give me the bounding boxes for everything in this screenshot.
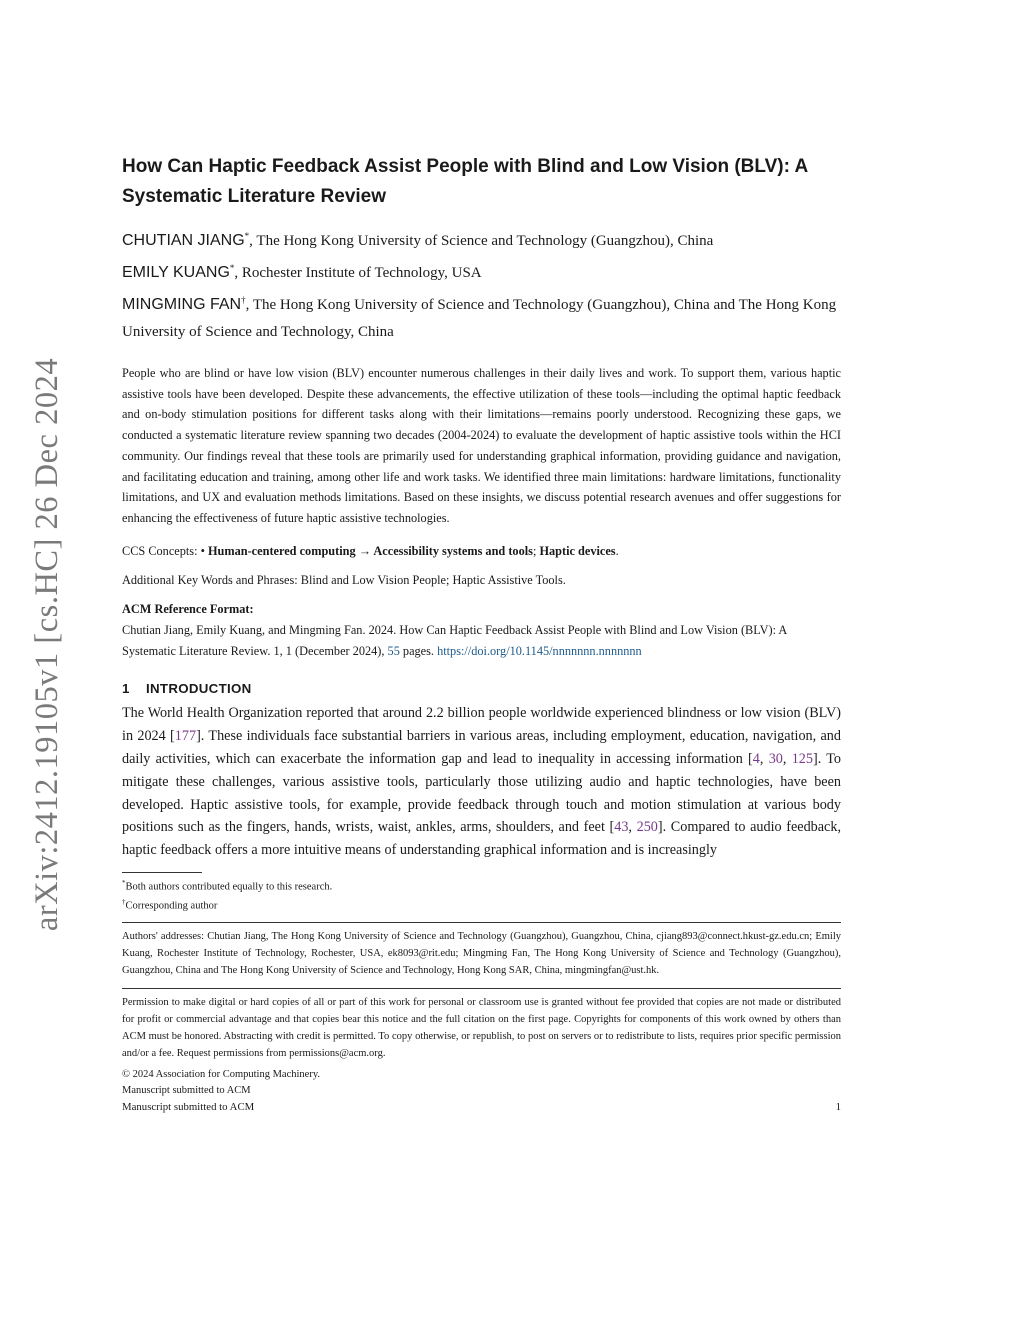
intro-text-4: ]. Compared to audio feedback, haptic feedback offers a more intuitive means of understanding graphical information and is increasingly: [122, 819, 841, 859]
footnote-1: [122, 876, 841, 895]
author-3-mark: †: [241, 295, 246, 305]
author-2: [122, 255, 841, 287]
ccs-concepts: [122, 541, 841, 562]
footnote-2-mark: †: [122, 897, 126, 906]
author-3-affiliation: , The Hong Kong University of Science and Technology (Guangzhou), China and The Hong Kong University of Science and Technology, China: [122, 297, 837, 340]
arxiv-sidebar-stamp: [26, 348, 70, 940]
footnote-2-text: Corresponding author: [125, 900, 218, 912]
author-3: [122, 287, 841, 346]
ccs-arrow: →: [355, 543, 374, 558]
acm-reference-text: Chutian Jiang, Emily Kuang, and Mingming Fan. 2024. How Can Haptic Feedback Assist People with Blind and Low Vision (BLV): A Systematic Literature Review. 1, 1 (December 2024),: [122, 623, 787, 658]
author-addresses: Authors' addresses: Chutian Jiang, The Hong Kong University of Science and Technology (Guangzhou), Guangzhou, China, cjiang893@connect.hkust-gz.edu.cn; Emily Kuang, Rochester Institute of Technology, Rochester, USA, ek8093@rit.edu; Mingming Fan, The Hong Kong University of Science and Technology (Guangzhou), Guangzhou, China and The Hong Kong University of Science and Technology, Hong Kong SAR, China, mingmingfan@ust.hk.: [122, 931, 841, 977]
author-2-affiliation: , Rochester Institute of Technology, USA: [234, 265, 482, 281]
footnote-1-mark: *: [122, 879, 126, 888]
acm-reference-heading: ACM Reference Format:: [122, 602, 254, 617]
citation-link[interactable]: 177: [174, 728, 197, 745]
divider: [122, 988, 841, 989]
ccs-separator: ;: [532, 543, 540, 558]
intro-text-1: The World Health Organization reported that around 2.2 billion people worldwide experienced blindness or low vision (BLV) in 2024 [: [122, 705, 841, 745]
citation-link[interactable]: 250: [636, 819, 658, 836]
author-1-mark: *: [244, 231, 250, 241]
paper-title: How Can Haptic Feedback Assist People with Blind and Low Vision (BLV): A Systematic Literature Review: [122, 156, 808, 207]
section-heading: [122, 681, 841, 696]
intro-text-3: ]. To mitigate these challenges, various assistive tools, particularly those utilizing audio and haptic technologies, have been developed. Haptic assistive tools, for example, provide feedback through touch and motion stimulation at various body positions such as the fingers, hands, wrists, waist, ankles, arms, shoulders, and feet [: [122, 751, 842, 836]
citation-separator: ,: [782, 751, 792, 768]
doi-link[interactable]: https://doi.org/10.1145/nnnnnnn.nnnnnnn: [437, 643, 642, 658]
divider: [122, 922, 841, 923]
pages-link[interactable]: 55: [387, 643, 400, 658]
intro-text-2: ]. These individuals face substantial barriers in various areas, including employment, education, navigation, and daily activities, which can exacerbate the information gap and lead to inequality in accessing information [: [122, 728, 841, 768]
abstract: People who are blind or have low vision (BLV) encounter numerous challenges in their daily lives and work. To support them, various haptic assistive tools have been developed. Despite these advancements, the effective utilization of these tools—including the optimal haptic feedback and on-body stimulation positions for different tasks along with their limitations—remains poorly understood. Recognizing these gaps, we conducted a systematic literature review spanning two decades (2004-2024) to evaluate the development of haptic assistive tools within the HCI community. Our findings reveal that these tools are primarily used for understanding graphical information, providing guidance and navigation, and facilitating education and training, among other life and work tasks. We identified three main limitations: hardware limitations, functionality limitations, and UX and evaluation methods limitations. Based on these insights, we discuss potential research avenues and offer suggestions for enhancing the effectiveness of future haptic assistive technologies.: [122, 366, 841, 525]
author-1-affiliation: , The Hong Kong University of Science and Technology (Guangzhou), China: [249, 233, 714, 249]
citation-link[interactable]: 4: [752, 751, 760, 768]
pages-suffix: pages.: [399, 643, 438, 658]
acm-reference: [122, 620, 841, 661]
copyright-notice: © 2024 Association for Computing Machinery.: [122, 1069, 321, 1081]
footer-label: Manuscript submitted to ACM: [122, 1101, 255, 1113]
author-2-name: EMILY KUANG: [122, 264, 230, 281]
author-1-name: CHUTIAN JIANG: [122, 232, 245, 249]
ccs-concept-2: Accessibility systems and tools: [373, 543, 533, 558]
permission-notice: Permission to make digital or hard copies of all or part of this work for personal or classroom use is granted without fee provided that copies are not made or distributed for profit or commercial advantage and that copies bear this notice and the full citation on the first page. Copyrights for components of this work owned by others than ACM must be honored. Abstracting with credit is permitted. To copy otherwise, or republish, to post on servers or to redistribute to lists, requires prior specific permission and/or a fee. Request permissions from permissions@acm.org.: [122, 997, 841, 1060]
ccs-concept-3: Haptic devices: [539, 543, 616, 558]
citation-separator: ,: [628, 819, 637, 836]
page-number: 1: [835, 1101, 841, 1113]
citation-link[interactable]: 30: [768, 751, 783, 768]
page-footer: [122, 1101, 841, 1113]
arxiv-identifier: arXiv:2412.19105v1 [cs.HC] 26 Dec 2024: [29, 357, 66, 931]
keywords: Additional Key Words and Phrases: Blind and Low Vision People; Haptic Assistive Tools.: [122, 572, 566, 587]
intro-paragraph: [122, 702, 841, 862]
section-number: 1: [122, 681, 130, 697]
footnote-2: [122, 895, 841, 914]
ccs-label: CCS Concepts: •: [122, 543, 208, 558]
manuscript-note: Manuscript submitted to ACM: [122, 1084, 251, 1096]
footnote-1-text: Both authors contributed equally to this research.: [125, 881, 333, 893]
citation-link[interactable]: 43: [614, 819, 629, 836]
author-3-name: MINGMING FAN: [122, 296, 242, 313]
ccs-end: .: [615, 543, 619, 558]
citation-separator: ,: [759, 751, 769, 768]
citation-link[interactable]: 125: [791, 751, 813, 768]
ccs-concept-1: Human-centered computing: [207, 543, 356, 558]
section-title: INTRODUCTION: [146, 681, 252, 697]
footnote-rule: [122, 872, 202, 873]
paper-page: [122, 152, 841, 1098]
author-1: [122, 223, 841, 255]
author-2-mark: *: [229, 263, 235, 273]
